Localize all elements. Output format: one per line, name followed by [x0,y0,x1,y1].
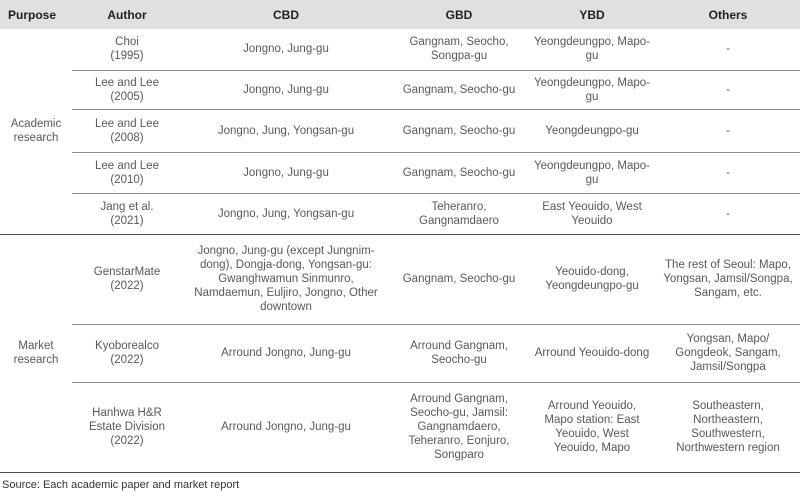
others-cell: Yongsan, Mapo/ Gongdeok, Sangam, Jamsil/Songpa [656,324,800,382]
purpose-cell: Market research [0,234,72,472]
author-name: Choi [115,36,139,49]
author-cell [72,109,182,152]
author-name: Lee and Lee [95,159,159,172]
table-row [0,324,800,382]
author-name: Lee and Lee [95,117,159,130]
author-publication-year: (1995) [110,50,144,63]
gbd-cell: Gangnam, Seocho, Songpa-gu [390,29,528,70]
ybd-cell: Arround Yeouido-dong [528,324,656,382]
others-cell: The rest of Seoul: Mapo, Yongsan, Jamsil/Songpa, Sangam, etc. [656,234,800,324]
col-header-purpose: Purpose [0,0,72,29]
author-cell [72,324,182,382]
table-row [0,382,800,472]
others-cell: Southeastern, Northeastern, Southwestern, Northwestern region [656,382,800,472]
author-publication-year: (2022) [110,354,144,366]
ybd-cell: East Yeouido, West Yeouido [528,193,656,234]
gbd-cell: Arround Gangnam, Seocho-gu [390,324,528,382]
gbd-cell: Teheranro, Gangnamdaero [390,193,528,234]
table-row [0,152,800,193]
cbd-cell: Jongno, Jung, Yongsan-gu [182,193,390,234]
author-publication-year: (2022) [110,435,144,447]
author-name: GenstarMate [93,266,161,278]
table-row [0,109,800,152]
others-cell: - [656,70,800,109]
author-publication-year: (2021) [110,214,144,227]
col-header-gbd: GBD [390,0,528,29]
author-cell [72,234,182,324]
author-name: Lee and Lee [95,76,159,89]
source-note: Source: Each academic paper and market report [2,478,240,491]
ybd-cell: Arround Yeouido, Mapo station: East Yeouido, West Yeouido, Mapo [528,382,656,472]
author-name: Hanhwa H&R Estate Division [88,407,166,433]
table-header-row [0,0,800,29]
author-publication-year: (2010) [110,173,144,186]
author-name: Kyoborealco [95,340,159,352]
cbd-cell: Jongno, Jung-gu [182,152,390,193]
author-cell [72,29,182,70]
gbd-cell: Gangnam, Seocho-gu [390,70,528,109]
author-cell [72,152,182,193]
table-row [0,234,800,324]
cbd-cell: Jongno, Jung-gu (except Jungnim-dong), Dongja-dong, Yongsan-gu: Gwanghwamun Sinmunro, Namdaemun, Euljiro, Jongno, Other downtown [182,234,390,324]
author-publication-year: (2008) [110,131,144,144]
gbd-cell: Gangnam, Seocho-gu [390,234,528,324]
purpose-cell: Academic research [0,29,72,234]
table-body [0,29,800,472]
others-cell: - [656,152,800,193]
gbd-cell: Gangnam, Seocho-gu [390,152,528,193]
cbd-cell: Jongno, Jung-gu [182,70,390,109]
col-header-cbd: CBD [182,0,390,29]
table-row [0,29,800,70]
others-cell: - [656,193,800,234]
table-row [0,193,800,234]
gbd-cell: Gangnam, Seocho-gu [390,109,528,152]
ybd-cell: Yeongdeungpo, Mapo-gu [528,29,656,70]
cbd-cell: Jongno, Jung-gu [182,29,390,70]
author-cell [72,70,182,109]
others-cell: - [656,109,800,152]
cbd-cell: Arround Jongno, Jung-gu [182,324,390,382]
cbd-cell: Jongno, Jung, Yongsan-gu [182,109,390,152]
ybd-cell: Yeongdeungpo-gu [528,109,656,152]
cbd-cell: Arround Jongno, Jung-gu [182,382,390,472]
author-cell [72,193,182,234]
ybd-cell: Yeouido-dong, Yeongdeungpo-gu [528,234,656,324]
author-publication-year: (2022) [110,280,144,292]
ybd-cell: Yeongdeungpo, Mapo-gu [528,70,656,109]
col-header-author: Author [72,0,182,29]
others-cell: - [656,29,800,70]
table-row [0,70,800,109]
col-header-others: Others [656,0,800,29]
author-name: Jang et al. [100,200,154,213]
gbd-cell: Arround Gangnam, Seocho-gu, Jamsil: Gangnamdaero, Teheranro, Eonjuro, Songparo [390,382,528,472]
author-cell [72,382,182,472]
ybd-cell: Yeongdeungpo, Mapo-gu [528,152,656,193]
col-header-ybd: YBD [528,0,656,29]
author-publication-year: (2005) [110,90,144,103]
